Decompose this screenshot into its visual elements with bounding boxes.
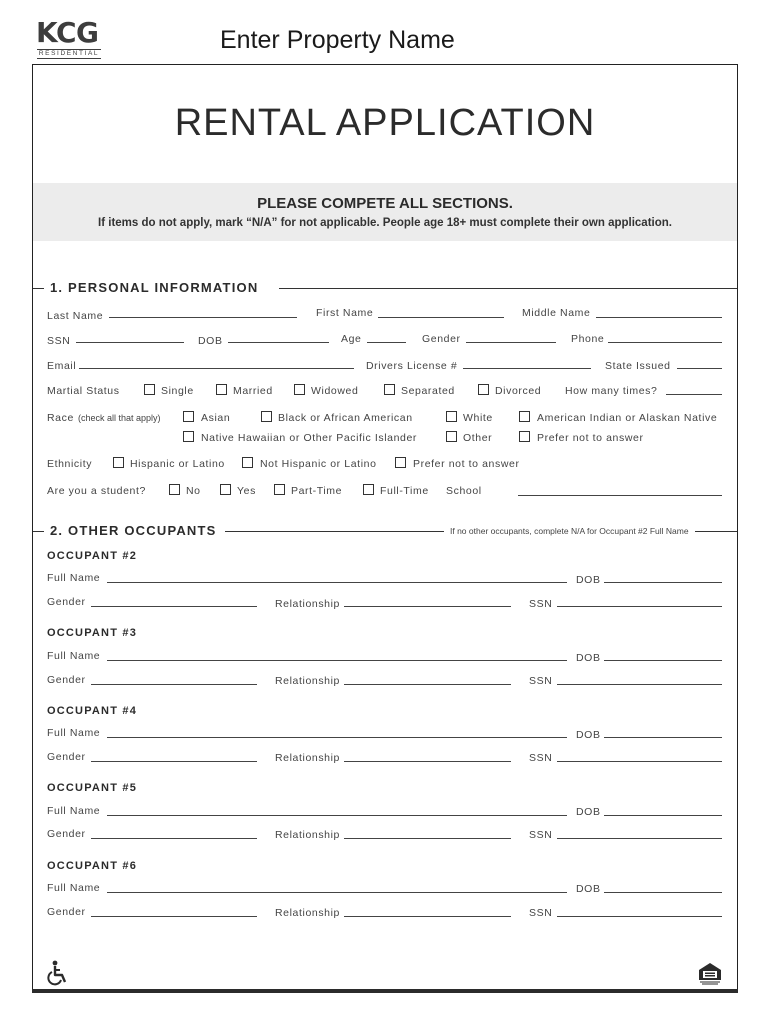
section-heading-personal: 1. PERSONAL INFORMATION (44, 280, 266, 295)
how-many-times-label: How many times? (565, 385, 658, 397)
dob-label: DOB (576, 883, 601, 895)
full-name-label: Full Name (47, 727, 101, 739)
asian-checkbox[interactable] (183, 411, 194, 422)
first-name-field[interactable] (378, 317, 504, 318)
hispanic-checkbox[interactable] (113, 457, 124, 468)
relationship-label: Relationship (275, 675, 340, 687)
relationship-label: Relationship (275, 829, 340, 841)
bottom-border (32, 989, 738, 993)
dob-field[interactable] (604, 737, 722, 738)
white-label: White (463, 412, 493, 424)
divorced-checkbox[interactable] (478, 384, 489, 395)
gender-label: Gender (47, 751, 86, 763)
logo-subtitle: RESIDENTIAL (38, 50, 100, 57)
ssn-field[interactable] (557, 684, 722, 685)
widowed-label: Widowed (311, 385, 359, 397)
gender-field[interactable] (466, 342, 556, 343)
heading-gap (263, 280, 279, 296)
not-hispanic-label: Not Hispanic or Latino (260, 458, 377, 470)
single-label: Single (161, 385, 194, 397)
gender-field[interactable] (91, 606, 257, 607)
relationship-label: Relationship (275, 907, 340, 919)
dob-field[interactable] (228, 342, 329, 343)
race-label: Race (47, 412, 74, 424)
marital-status-label: Martial Status (47, 385, 120, 397)
instructions-banner (33, 183, 737, 241)
native-hawaiian-checkbox[interactable] (183, 431, 194, 442)
full-name-label: Full Name (47, 650, 101, 662)
american-indian-checkbox[interactable] (519, 411, 530, 422)
race-prefer-not-checkbox[interactable] (519, 431, 530, 442)
gender-field[interactable] (91, 684, 257, 685)
dob-field[interactable] (604, 660, 722, 661)
ethnicity-prefer-not-label: Prefer not to answer (413, 458, 520, 470)
full-name-field[interactable] (107, 737, 567, 738)
how-many-times-field[interactable] (666, 394, 722, 395)
gender-field[interactable] (91, 761, 257, 762)
gender-label: Gender (47, 828, 86, 840)
asian-label: Asian (201, 412, 231, 424)
full-name-field[interactable] (107, 582, 567, 583)
ethnicity-prefer-not-checkbox[interactable] (395, 457, 406, 468)
relationship-label: Relationship (275, 598, 340, 610)
relationship-field[interactable] (344, 606, 511, 607)
ssn-field[interactable] (76, 342, 184, 343)
dob-label: DOB (576, 652, 601, 664)
race-prefer-not-label: Prefer not to answer (537, 432, 644, 444)
ssn-label: SSN (529, 598, 553, 610)
first-name-label: First Name (316, 307, 374, 319)
drivers-license-label: Drivers License # (366, 360, 458, 372)
last-name-label: Last Name (47, 310, 104, 322)
full-time-checkbox[interactable] (363, 484, 374, 495)
phone-field[interactable] (608, 342, 722, 343)
black-label: Black or African American (278, 412, 413, 424)
instructions-heading: PLEASE COMPETE ALL SECTIONS. (257, 195, 513, 212)
student-yes-label: Yes (237, 485, 256, 497)
dob-label: DOB (576, 729, 601, 741)
married-label: Married (233, 385, 273, 397)
age-field[interactable] (367, 342, 406, 343)
part-time-label: Part-Time (291, 485, 343, 497)
ssn-label: SSN (529, 752, 553, 764)
american-indian-label: American Indian or Alaskan Native (537, 412, 718, 424)
email-field[interactable] (79, 368, 354, 369)
occupant-heading: OCCUPANT #3 (47, 627, 138, 639)
age-label: Age (341, 333, 362, 345)
occupant-heading: OCCUPANT #4 (47, 705, 138, 717)
dob-field[interactable] (604, 582, 722, 583)
middle-name-field[interactable] (596, 317, 722, 318)
logo: KCG (36, 16, 99, 49)
gender-field[interactable] (91, 916, 257, 917)
dob-label: DOB (576, 806, 601, 818)
instructions-subtext: If items do not apply, mark “N/A” for not applicable. People age 18+ must complete their own application. (98, 217, 672, 229)
phone-label: Phone (571, 333, 605, 345)
student-no-label: No (186, 485, 201, 497)
relationship-field[interactable] (344, 761, 511, 762)
dob-label: DOB (198, 335, 223, 347)
student-no-checkbox[interactable] (169, 484, 180, 495)
email-label: Email (47, 360, 77, 372)
school-field[interactable] (518, 495, 722, 496)
dob-field[interactable] (604, 815, 722, 816)
ethnicity-label: Ethnicity (47, 458, 93, 470)
last-name-field[interactable] (109, 317, 297, 318)
ssn-field[interactable] (557, 606, 722, 607)
ssn-label: SSN (47, 335, 71, 347)
gender-label: Gender (422, 333, 461, 345)
full-time-label: Full-Time (380, 485, 429, 497)
full-name-label: Full Name (47, 572, 101, 584)
ssn-label: SSN (529, 829, 553, 841)
page-title: RENTAL APPLICATION (174, 102, 596, 144)
state-issued-field[interactable] (677, 368, 722, 369)
race-note: (check all that apply) (78, 413, 161, 423)
full-name-label: Full Name (47, 882, 101, 894)
ssn-label: SSN (529, 675, 553, 687)
occupants-note: If no other occupants, complete N/A for Occupant #2 Full Name (444, 526, 695, 536)
state-issued-label: State Issued (605, 360, 671, 372)
occupant-heading: OCCUPANT #6 (47, 860, 138, 872)
other-race-checkbox[interactable] (446, 431, 457, 442)
full-name-field[interactable] (107, 815, 567, 816)
occupant-heading: OCCUPANT #5 (47, 782, 138, 794)
wheelchair-icon (47, 960, 71, 986)
separated-label: Separated (401, 385, 455, 397)
hispanic-label: Hispanic or Latino (130, 458, 225, 470)
drivers-license-field[interactable] (463, 368, 591, 369)
gender-field[interactable] (91, 838, 257, 839)
separated-checkbox[interactable] (384, 384, 395, 395)
other-race-label: Other (463, 432, 493, 444)
gender-label: Gender (47, 596, 86, 608)
native-hawaiian-label: Native Hawaiian or Other Pacific Islander (201, 432, 418, 444)
full-name-field[interactable] (107, 660, 567, 661)
gender-label: Gender (47, 906, 86, 918)
equal-housing-icon (697, 962, 723, 986)
ssn-field[interactable] (557, 838, 722, 839)
school-label: School (446, 485, 482, 497)
relationship-field[interactable] (344, 838, 511, 839)
white-checkbox[interactable] (446, 411, 457, 422)
property-name-field[interactable]: Enter Property Name (220, 26, 455, 54)
gender-label: Gender (47, 674, 86, 686)
dob-field[interactable] (604, 892, 722, 893)
middle-name-label: Middle Name (522, 307, 591, 319)
married-checkbox[interactable] (216, 384, 227, 395)
not-hispanic-checkbox[interactable] (242, 457, 253, 468)
full-name-label: Full Name (47, 805, 101, 817)
student-yes-checkbox[interactable] (220, 484, 231, 495)
part-time-checkbox[interactable] (274, 484, 285, 495)
single-checkbox[interactable] (144, 384, 155, 395)
occupant-heading: OCCUPANT #2 (47, 550, 138, 562)
divorced-label: Divorced (495, 385, 542, 397)
relationship-field[interactable] (344, 916, 511, 917)
relationship-label: Relationship (275, 752, 340, 764)
ssn-label: SSN (529, 907, 553, 919)
dob-label: DOB (576, 574, 601, 586)
ssn-field[interactable] (557, 761, 722, 762)
relationship-field[interactable] (344, 684, 511, 685)
section-heading-occupants: 2. OTHER OCCUPANTS (44, 523, 225, 538)
ssn-field[interactable] (557, 916, 722, 917)
black-checkbox[interactable] (261, 411, 272, 422)
student-label: Are you a student? (47, 485, 146, 497)
widowed-checkbox[interactable] (294, 384, 305, 395)
full-name-field[interactable] (107, 892, 567, 893)
